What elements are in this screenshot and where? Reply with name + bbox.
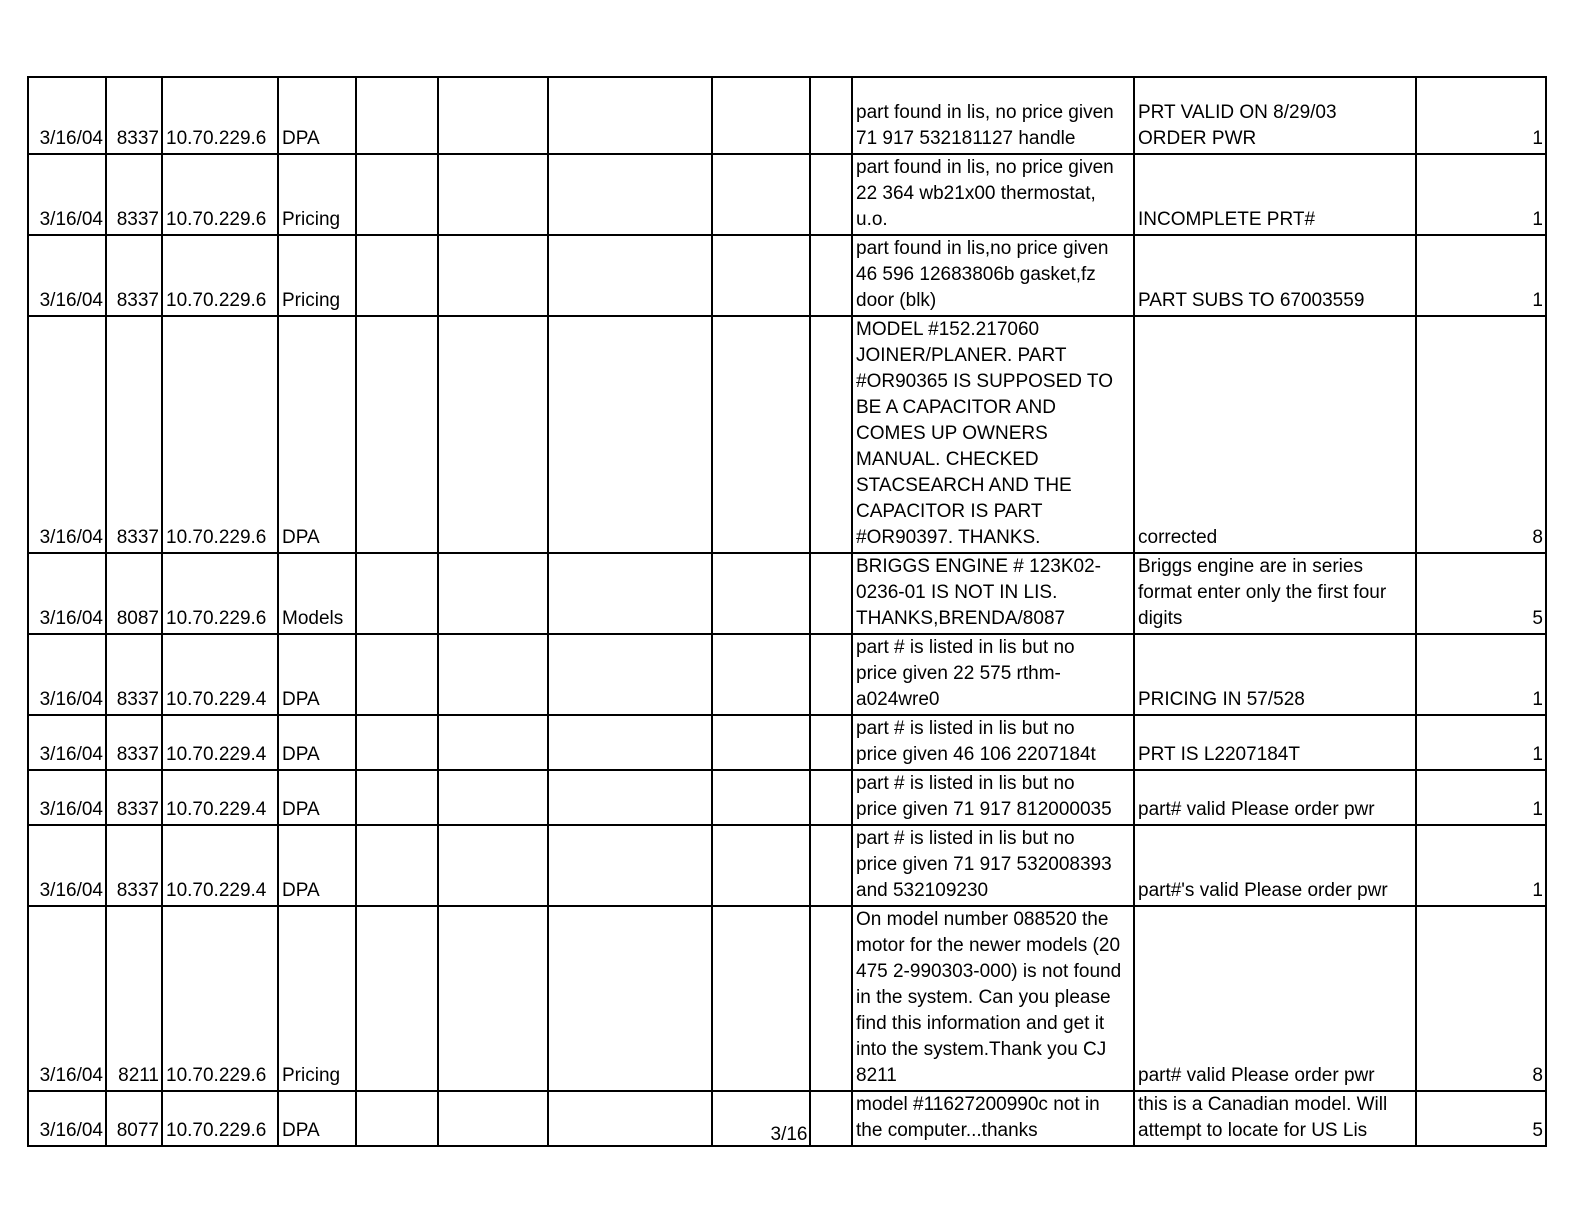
count-cell: 5 [1416, 1091, 1546, 1146]
id-cell: 8337 [106, 770, 162, 825]
date-cell: 3/16/04 [28, 316, 106, 553]
count-cell: 1 [1416, 235, 1546, 316]
ip-cell: 10.70.229.6 [162, 1091, 278, 1146]
description-cell: part # is listed in lis but no price given 46 106 2207184t [852, 715, 1134, 770]
empty-cell [548, 316, 712, 553]
empty-cell [810, 316, 852, 553]
page-number: 3/16 [770, 1124, 808, 1145]
count-cell: 1 [1416, 825, 1546, 906]
empty-cell [438, 825, 548, 906]
count-cell: 1 [1416, 634, 1546, 715]
resolution-cell: part# valid Please order pwr [1134, 770, 1416, 825]
category-cell: DPA [278, 634, 356, 715]
category-cell: Pricing [278, 906, 356, 1091]
empty-cell [712, 553, 810, 634]
date-cell: 3/16/04 [28, 770, 106, 825]
empty-cell [810, 77, 852, 154]
id-cell: 8337 [106, 235, 162, 316]
count-cell: 8 [1416, 316, 1546, 553]
date-cell: 3/16/04 [28, 634, 106, 715]
empty-cell [712, 825, 810, 906]
empty-cell [712, 77, 810, 154]
empty-cell [810, 235, 852, 316]
empty-cell [810, 553, 852, 634]
empty-cell [810, 906, 852, 1091]
description-cell: part found in lis, no price given 22 364 wb21x00 thermostat, u.o. [852, 154, 1134, 235]
category-cell: DPA [278, 316, 356, 553]
empty-cell [810, 715, 852, 770]
ip-cell: 10.70.229.4 [162, 825, 278, 906]
count-cell: 1 [1416, 770, 1546, 825]
ip-cell: 10.70.229.6 [162, 553, 278, 634]
table-row [28, 77, 1546, 154]
empty-cell [548, 77, 712, 154]
table-row [28, 316, 1546, 553]
ip-cell: 10.70.229.6 [162, 906, 278, 1091]
date-cell: 3/16/04 [28, 154, 106, 235]
resolution-cell: INCOMPLETE PRT# [1134, 154, 1416, 235]
empty-cell [810, 825, 852, 906]
description-cell: part found in lis,no price given 46 596 12683806b gasket,fz door (blk) [852, 235, 1134, 316]
resolution-cell: PRICING IN 57/528 [1134, 634, 1416, 715]
empty-cell [438, 770, 548, 825]
ip-cell: 10.70.229.4 [162, 715, 278, 770]
resolution-cell: PRT VALID ON 8/29/03 ORDER PWR [1134, 77, 1416, 154]
date-cell: 3/16/04 [28, 77, 106, 154]
category-cell: DPA [278, 1091, 356, 1146]
id-cell: 8337 [106, 154, 162, 235]
date-cell: 3/16/04 [28, 1091, 106, 1146]
empty-cell [356, 634, 438, 715]
count-cell: 1 [1416, 715, 1546, 770]
resolution-cell: part# valid Please order pwr [1134, 906, 1416, 1091]
table-row [28, 154, 1546, 235]
empty-cell [810, 634, 852, 715]
log-table [27, 76, 1547, 1147]
resolution-cell: corrected [1134, 316, 1416, 553]
empty-cell [356, 77, 438, 154]
empty-cell [548, 906, 712, 1091]
empty-cell [438, 553, 548, 634]
empty-cell [548, 553, 712, 634]
category-cell: DPA [278, 825, 356, 906]
id-cell: 8087 [106, 553, 162, 634]
ip-cell: 10.70.229.4 [162, 634, 278, 715]
empty-cell [548, 154, 712, 235]
ip-cell: 10.70.229.6 [162, 154, 278, 235]
empty-cell [438, 715, 548, 770]
table-row [28, 634, 1546, 715]
empty-cell [438, 154, 548, 235]
empty-cell [356, 553, 438, 634]
table-row [28, 235, 1546, 316]
resolution-cell: PART SUBS TO 67003559 [1134, 235, 1416, 316]
description-cell: part found in lis, no price given 71 917 532181127 handle [852, 77, 1134, 154]
description-cell: model #11627200990c not in the computer...thanks [852, 1091, 1134, 1146]
count-cell: 8 [1416, 906, 1546, 1091]
description-cell: BRIGGS ENGINE # 123K02- 0236-01 IS NOT IN LIS. THANKS,BRENDA/8087 [852, 553, 1134, 634]
ip-cell: 10.70.229.4 [162, 770, 278, 825]
empty-cell [712, 154, 810, 235]
count-cell: 1 [1416, 77, 1546, 154]
empty-cell [356, 825, 438, 906]
description-cell: MODEL #152.217060 JOINER/PLANER. PART #OR90365 IS SUPPOSED TO BE A CAPACITOR AND COMES UP OWNERS MANUAL. CHECKED STACSEARCH AND THE CAPACITOR IS PART #OR90397. THANKS. [852, 316, 1134, 553]
empty-cell [548, 825, 712, 906]
id-cell: 8337 [106, 316, 162, 553]
empty-cell [810, 154, 852, 235]
category-cell: DPA [278, 77, 356, 154]
empty-cell [438, 906, 548, 1091]
id-cell: 8337 [106, 634, 162, 715]
description-cell: part # is listed in lis but no price given 22 575 rthm- a024wre0 [852, 634, 1134, 715]
category-cell: Pricing [278, 235, 356, 316]
category-cell: Pricing [278, 154, 356, 235]
empty-cell [548, 235, 712, 316]
date-cell: 3/16/04 [28, 825, 106, 906]
description-cell: part # is listed in lis but no price given 71 917 532008393 and 532109230 [852, 825, 1134, 906]
category-cell: DPA [278, 715, 356, 770]
empty-cell [712, 235, 810, 316]
category-cell: DPA [278, 770, 356, 825]
empty-cell [712, 316, 810, 553]
id-cell: 8337 [106, 77, 162, 154]
description-cell: part # is listed in lis but no price given 71 917 812000035 [852, 770, 1134, 825]
empty-cell [810, 770, 852, 825]
table-row [28, 906, 1546, 1091]
id-cell: 8337 [106, 715, 162, 770]
date-cell: 3/16/04 [28, 906, 106, 1091]
ip-cell: 10.70.229.6 [162, 235, 278, 316]
resolution-cell: Briggs engine are in series format enter only the first four digits [1134, 553, 1416, 634]
empty-cell [548, 770, 712, 825]
ip-cell: 10.70.229.6 [162, 77, 278, 154]
empty-cell [356, 154, 438, 235]
empty-cell [712, 906, 810, 1091]
date-cell: 3/16/04 [28, 235, 106, 316]
empty-cell [356, 235, 438, 316]
empty-cell [712, 715, 810, 770]
empty-cell [712, 770, 810, 825]
resolution-cell: this is a Canadian model. Will attempt to locate for US Lis [1134, 1091, 1416, 1146]
description-cell: On model number 088520 the motor for the newer models (20 475 2-990303-000) is not found in the system. Can you please find this information and get it into the system.Thank you CJ 8211 [852, 906, 1134, 1091]
empty-cell [356, 770, 438, 825]
empty-cell [356, 715, 438, 770]
resolution-cell: PRT IS L2207184T [1134, 715, 1416, 770]
empty-cell [438, 235, 548, 316]
empty-cell [438, 316, 548, 553]
table-row [28, 553, 1546, 634]
empty-cell [548, 634, 712, 715]
empty-cell [356, 906, 438, 1091]
empty-cell [548, 715, 712, 770]
empty-cell [712, 634, 810, 715]
id-cell: 8077 [106, 1091, 162, 1146]
date-cell: 3/16/04 [28, 715, 106, 770]
id-cell: 8211 [106, 906, 162, 1091]
empty-cell [356, 316, 438, 553]
empty-cell [438, 77, 548, 154]
table-row [28, 825, 1546, 906]
id-cell: 8337 [106, 825, 162, 906]
table-row [28, 770, 1546, 825]
empty-cell [438, 634, 548, 715]
date-cell: 3/16/04 [28, 553, 106, 634]
resolution-cell: part#'s valid Please order pwr [1134, 825, 1416, 906]
table-row [28, 715, 1546, 770]
count-cell: 1 [1416, 154, 1546, 235]
category-cell: Models [278, 553, 356, 634]
count-cell: 5 [1416, 553, 1546, 634]
ip-cell: 10.70.229.6 [162, 316, 278, 553]
